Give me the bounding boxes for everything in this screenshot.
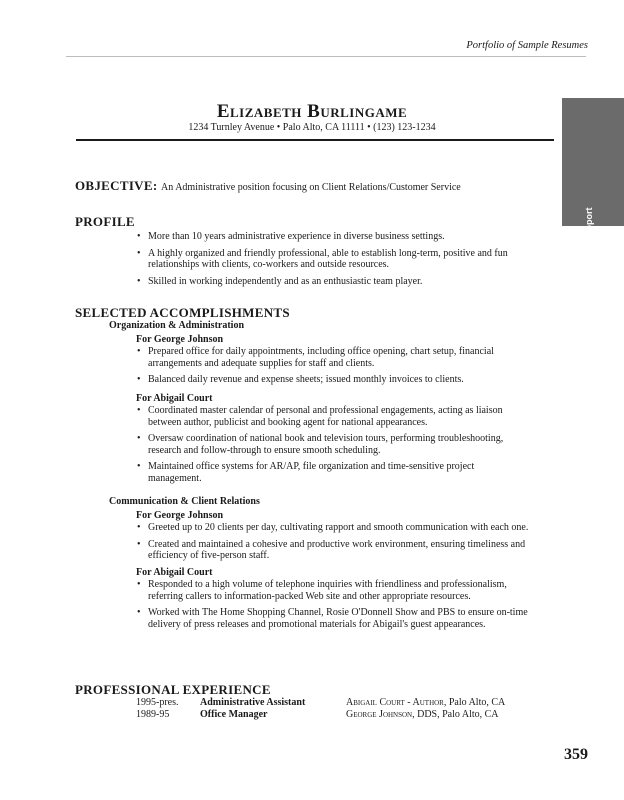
employer-name: Abigail Court - Author, (346, 697, 447, 708)
running-head: Portfolio of Sample Resumes (466, 40, 588, 51)
page-number: 359 (564, 746, 588, 763)
experience-dates: 1989-95 (136, 709, 170, 720)
list-item: • Responded to a high volume of telephone inquiries with friendliness and professionalism, referring callers to information-packed Web site and other appropriate resources. (136, 579, 529, 602)
header-divider (66, 56, 586, 57)
objective-text: An Administrative position focusing on Client Relations/Customer Service (161, 182, 461, 193)
accomplishment-group-organization (109, 320, 529, 489)
employer-heading: For Abigail Court (136, 566, 213, 578)
experience-employer (346, 709, 499, 720)
profile-heading: PROFILE (75, 214, 135, 229)
employer-heading: For George Johnson (136, 509, 224, 521)
objective-section (75, 178, 461, 194)
list-item: • Coordinated master calendar of personal and professional engagements, acting as liaison between author, publicist and booking agent for national appearances. (136, 405, 529, 428)
list-item: • Greeted up to 20 clients per day, cultivating rapport and smooth communication with each one. (136, 522, 529, 534)
list-item: • Maintained office systems for AR/AP, file organization and time-sensitive project management. (136, 461, 529, 484)
side-tab-label: Support (584, 207, 594, 242)
employer-location: Palo Alto, CA (442, 709, 499, 720)
group-title: Organization & Administration (109, 320, 245, 331)
experience-row (136, 709, 556, 721)
experience-employer (346, 697, 505, 708)
experience-row (136, 697, 556, 709)
list-item: • Worked with The Home Shopping Channel, Rosie O'Donnell Show and PBS to ensure on-time delivery of press releases and promotional materials for Abigail's guest appearances. (136, 607, 529, 630)
employer-heading: For George Johnson (136, 333, 224, 345)
profile-list (136, 231, 528, 292)
accomplishment-group-communication (109, 496, 529, 635)
list-item: • Created and maintained a cohesive and productive work environment, ensuring timeliness and efficiency of five-person staff. (136, 539, 529, 562)
experience-dates: 1995-pres. (136, 697, 179, 708)
objective-heading: OBJECTIVE: (75, 178, 158, 193)
resume-contact: 1234 Turnley Avenue • Palo Alto, CA 11111 • (123) 123-1234 (188, 122, 436, 133)
employer-location: Palo Alto, CA (448, 697, 506, 708)
experience-heading: PROFESSIONAL EXPERIENCE (75, 682, 271, 697)
name-divider (76, 139, 554, 141)
list-item: • Skilled in working independently and as an enthusiastic team player. (136, 276, 528, 288)
group-title: Communication & Client Relations (109, 496, 260, 507)
experience-title: Office Manager (200, 709, 268, 720)
employer-name: George Johnson, DDS, (346, 709, 440, 720)
list-item: • A highly organized and friendly professional, able to establish long-term, positive and fun relationships with clients, co-workers and outside resources. (136, 248, 528, 271)
experience-title: Administrative Assistant (200, 697, 306, 708)
list-item: • Balanced daily revenue and expense sheets; issued monthly invoices to clients. (136, 374, 529, 386)
list-item: • More than 10 years administrative experience in diverse business settings. (136, 231, 528, 243)
accomplishments-heading: SELECTED ACCOMPLISHMENTS (75, 305, 290, 320)
list-item: • Oversaw coordination of national book and television tours, performing troubleshooting, research and follow-through to ensure smooth scheduling. (136, 433, 529, 456)
resume-name: Elizabeth Burlingame (216, 101, 408, 122)
employer-heading: For Abigail Court (136, 392, 213, 404)
list-item: • Prepared office for daily appointments, including office opening, chart setup, financial arrangements and adequate supplies for staff and clients. (136, 346, 529, 369)
